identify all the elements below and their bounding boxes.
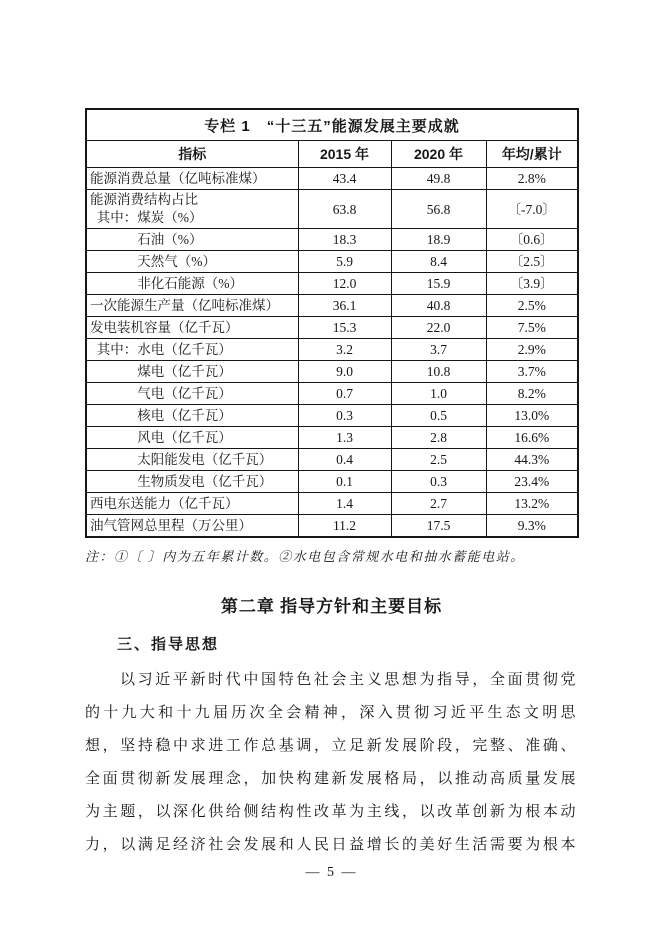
value-2020-cell: 56.8 <box>391 190 486 229</box>
value-2020-cell: 18.9 <box>391 229 486 251</box>
value-2015-cell: 0.1 <box>298 471 391 493</box>
annual-cell: 〔0.6〕 <box>486 229 578 251</box>
value-2020-cell: 8.4 <box>391 251 486 273</box>
body-paragraph <box>85 664 578 862</box>
table-row <box>86 405 578 427</box>
indicator-cell: 西电东送能力（亿千瓦） <box>86 493 298 515</box>
table-note: 注：①〔 〕内为五年累计数。②水电包含常规水电和抽水蓄能电站。 <box>85 549 525 564</box>
indicator-cell: 气电（亿千瓦） <box>86 383 298 405</box>
body-line: 的十九大和十九届历次全会精神，深入贯彻习近平生态文明思 <box>85 705 578 721</box>
body-line: 全面贯彻新发展理念，加快构建新发展格局，以推动高质量发展 <box>85 771 578 787</box>
annual-cell: 8.2% <box>486 383 578 405</box>
indicator-cell: 风电（亿千瓦） <box>86 427 298 449</box>
value-2015-cell: 1.4 <box>298 493 391 515</box>
value-2020-cell: 0.3 <box>391 471 486 493</box>
value-2015-cell: 5.9 <box>298 251 391 273</box>
annual-cell: 23.4% <box>486 471 578 493</box>
column-header-annual: 年均/累计 <box>486 141 578 168</box>
body-line: 力，以满足经济社会发展和人民日益增长的美好生活需要为根本 <box>85 837 578 853</box>
table-title: 专栏 1 “十三五”能源发展主要成就 <box>86 109 578 141</box>
column-header-indicator: 指标 <box>86 141 298 168</box>
value-2020-cell: 0.5 <box>391 405 486 427</box>
indicator-cell: 石油（%） <box>86 229 298 251</box>
table-row <box>86 317 578 339</box>
indicator-cell: 能源消费总量（亿吨标准煤） <box>86 168 298 190</box>
annual-cell: 2.9% <box>486 339 578 361</box>
table-row <box>86 273 578 295</box>
indicator-cell: 天然气（%） <box>86 251 298 273</box>
table-row <box>86 190 578 229</box>
annual-cell: 13.0% <box>486 405 578 427</box>
page-content <box>85 108 578 883</box>
table-row <box>86 295 578 317</box>
annual-cell: 13.2% <box>486 493 578 515</box>
table-row <box>86 471 578 493</box>
annual-cell: 3.7% <box>486 361 578 383</box>
value-2015-cell: 36.1 <box>298 295 391 317</box>
value-2020-cell: 1.0 <box>391 383 486 405</box>
table-row <box>86 229 578 251</box>
table-row <box>86 339 578 361</box>
annual-cell: 〔-7.0〕 <box>486 190 578 229</box>
annual-cell: 2.5% <box>486 295 578 317</box>
value-2020-cell: 2.5 <box>391 449 486 471</box>
indicator-cell: 非化石能源（%） <box>86 273 298 295</box>
column-header-2020: 2020 年 <box>391 141 486 168</box>
value-2015-cell: 63.8 <box>298 190 391 229</box>
annual-cell: 44.3% <box>486 449 578 471</box>
indicator-cell: 核电（亿千瓦） <box>86 405 298 427</box>
table-row <box>86 383 578 405</box>
section-heading: 三、指导思想 <box>117 636 220 653</box>
indicator-cell: 煤电（亿千瓦） <box>86 361 298 383</box>
indicator-cell: 其中：水电（亿千瓦） <box>86 339 298 361</box>
value-2015-cell: 11.2 <box>298 515 391 538</box>
chapter-heading: 第二章 指导方针和主要目标 <box>220 597 443 616</box>
value-2015-cell: 3.2 <box>298 339 391 361</box>
body-line: 为主题，以深化供给侧结构性改革为主线，以改革创新为根本动 <box>85 804 578 820</box>
annual-cell: 16.6% <box>486 427 578 449</box>
table-row <box>86 168 578 190</box>
value-2015-cell: 0.7 <box>298 383 391 405</box>
table-row <box>86 427 578 449</box>
value-2020-cell: 2.7 <box>391 493 486 515</box>
value-2020-cell: 22.0 <box>391 317 486 339</box>
achievements-table <box>85 108 579 538</box>
table-row <box>86 515 578 538</box>
annual-cell: 2.8% <box>486 168 578 190</box>
table-row <box>86 449 578 471</box>
table-row <box>86 493 578 515</box>
value-2015-cell: 1.3 <box>298 427 391 449</box>
body-line: 以习近平新时代中国特色社会主义思想为指导，全面贯彻党 <box>120 672 578 688</box>
value-2015-cell: 0.3 <box>298 405 391 427</box>
annual-cell: 〔2.5〕 <box>486 251 578 273</box>
value-2020-cell: 15.9 <box>391 273 486 295</box>
indicator-cell: 发电装机容量（亿千瓦） <box>86 317 298 339</box>
indicator-cell: 能源消费结构占比 其中：煤炭（%） <box>86 190 298 229</box>
page-number: — 5 — <box>305 865 358 880</box>
table-body <box>86 168 578 538</box>
indicator-cell: 太阳能发电（亿千瓦） <box>86 449 298 471</box>
indicator-cell: 生物质发电（亿千瓦） <box>86 471 298 493</box>
value-2015-cell: 0.4 <box>298 449 391 471</box>
annual-cell: 7.5% <box>486 317 578 339</box>
annual-cell: 9.3% <box>486 515 578 538</box>
table-header-row <box>86 141 578 168</box>
value-2020-cell: 2.8 <box>391 427 486 449</box>
value-2015-cell: 12.0 <box>298 273 391 295</box>
value-2020-cell: 17.5 <box>391 515 486 538</box>
value-2020-cell: 3.7 <box>391 339 486 361</box>
table-row <box>86 251 578 273</box>
value-2015-cell: 9.0 <box>298 361 391 383</box>
indicator-cell: 一次能源生产量（亿吨标准煤） <box>86 295 298 317</box>
value-2020-cell: 40.8 <box>391 295 486 317</box>
annual-cell: 〔3.9〕 <box>486 273 578 295</box>
value-2015-cell: 43.4 <box>298 168 391 190</box>
column-header-2015: 2015 年 <box>298 141 391 168</box>
indicator-cell: 油气管网总里程（万公里） <box>86 515 298 538</box>
value-2015-cell: 18.3 <box>298 229 391 251</box>
value-2015-cell: 15.3 <box>298 317 391 339</box>
table-row <box>86 361 578 383</box>
value-2020-cell: 49.8 <box>391 168 486 190</box>
value-2020-cell: 10.8 <box>391 361 486 383</box>
table-title-row <box>86 109 578 141</box>
body-line: 想，坚持稳中求进工作总基调，立足新发展阶段，完整、准确、 <box>85 738 578 754</box>
